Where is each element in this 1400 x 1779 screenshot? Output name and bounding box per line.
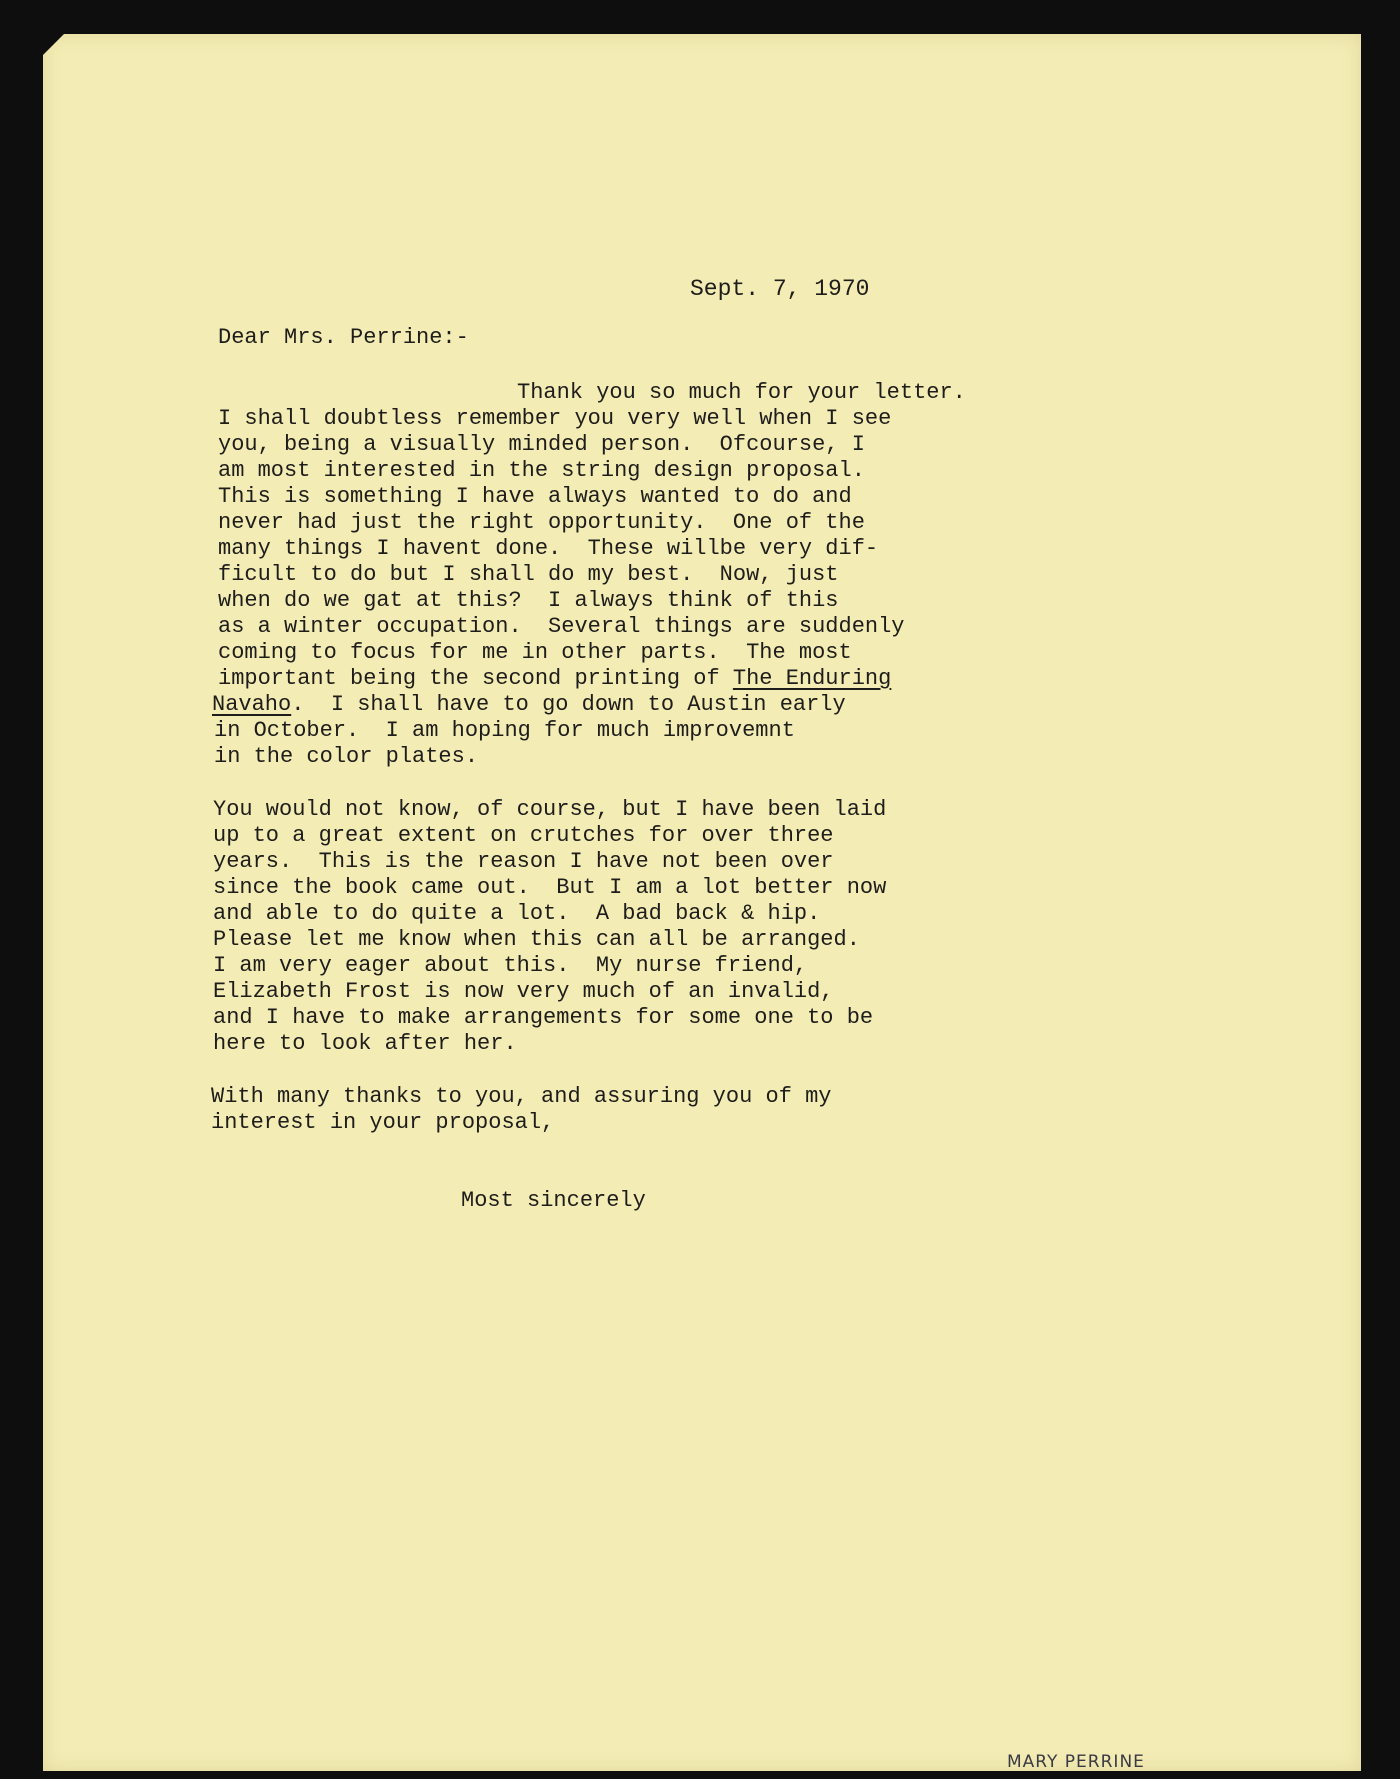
paragraph2-line: and I have to make arrangements for some one to be (213, 1005, 874, 1030)
paragraph1-line: This is something I have always wanted to do and (218, 484, 852, 509)
letter-date: Sept. 7, 1970 (690, 276, 870, 302)
paragraph2-line: up to a great extent on crutches for over three (213, 823, 834, 848)
paragraph1-line: in the color plates. (214, 744, 479, 769)
paragraph1-line: Navaho. I shall have to go down to Austin early (212, 692, 846, 717)
paragraph1-line: am most interested in the string design proposal. (218, 458, 865, 483)
paragraph3-line: interest in your proposal, (211, 1110, 555, 1135)
paragraph1-line-text: I shall have to go down to Austin early (330, 692, 846, 717)
paragraph3-line: With many thanks to you, and assuring you of my (211, 1084, 832, 1109)
paragraph1-line: in October. I am hoping for much improvemnt (214, 718, 795, 743)
paragraph1-line: coming to focus for me in other parts. The most (218, 640, 852, 665)
paragraph1-line-text: important being the second printing of (218, 666, 733, 691)
book-title-part1: The Enduring (732, 666, 892, 691)
paragraph2-line: Elizabeth Frost is now very much of an invalid, (213, 979, 834, 1004)
paragraph1-line: ficult to do but I shall do my best. Now, just (218, 562, 839, 587)
paragraph2-line: and able to do quite a lot. A bad back & hip. (213, 901, 821, 926)
paragraph1-line (218, 666, 891, 692)
salutation: Dear Mrs. Perrine:- (218, 325, 469, 350)
paragraph2-line: since the book came out. But I am a lot better now (213, 875, 887, 900)
paragraph2-line: here to look after her. (213, 1031, 517, 1056)
paragraph1-line: I shall doubtless remember you very well when I see (218, 406, 892, 431)
closing: Most sincerely (461, 1188, 646, 1213)
paragraph1-line: as a winter occupation. Several things are suddenly (218, 614, 905, 639)
book-title-part2: Navaho (212, 692, 292, 717)
paragraph1-line: Thank you so much for your letter. (517, 380, 966, 405)
paragraph2-line: I am very eager about this. My nurse friend, (213, 953, 808, 978)
paragraph2-line: You would not know, of course, but I have been laid (213, 797, 887, 822)
paragraph1-line: never had just the right opportunity. One of the (218, 510, 865, 535)
paragraph1-line: when do we gat at this? I always think of this (218, 588, 839, 613)
paragraph1-line: you, being a visually minded person. Ofcourse, I (218, 432, 865, 457)
paragraph1-line: many things I havent done. These willbe very dif- (218, 536, 879, 561)
paragraph2-line: years. This is the reason I have not been over (213, 849, 834, 874)
paragraph2-line: Please let me know when this can all be arranged. (213, 927, 860, 952)
handwritten-annotation: MARY PERRINE (1007, 1752, 1145, 1772)
